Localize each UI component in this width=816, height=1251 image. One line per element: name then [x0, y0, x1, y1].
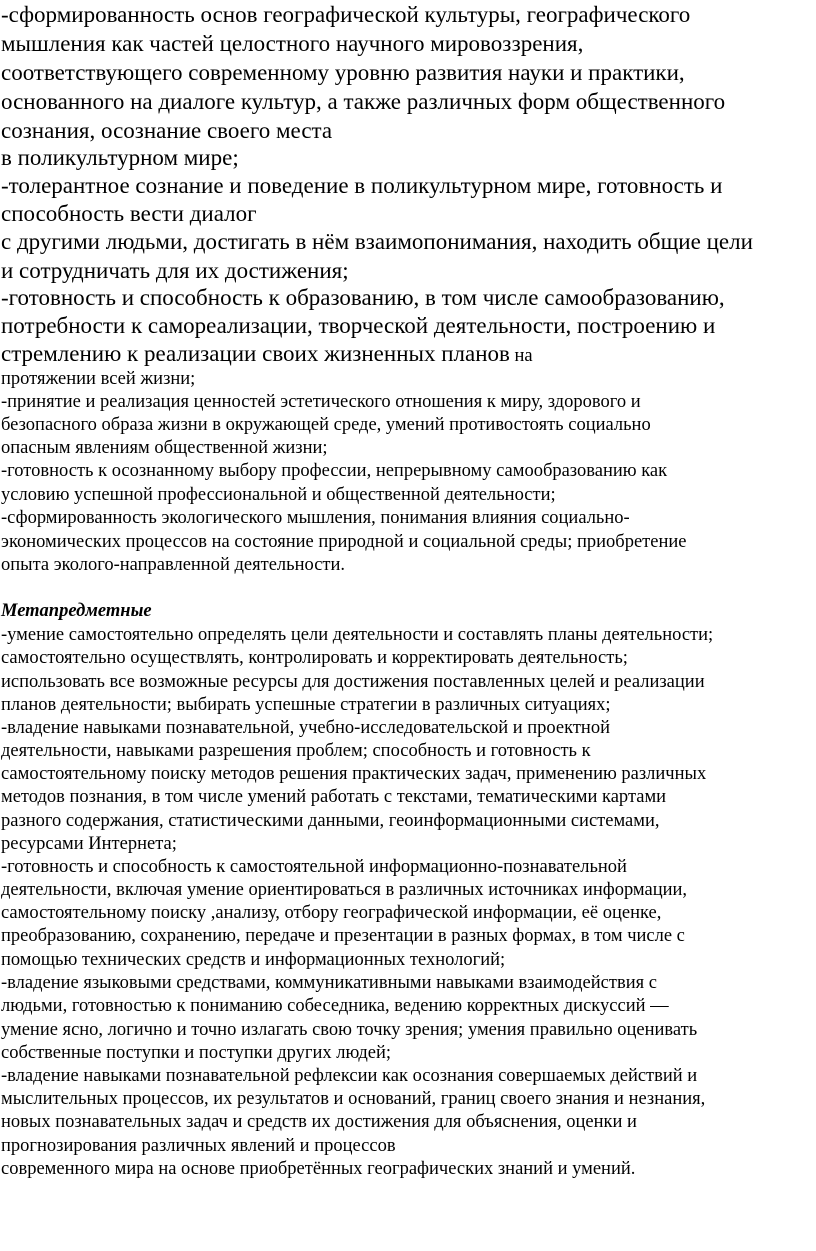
- text-line: -готовность и способность к самостоятельной информационно-познавательной: [1, 857, 627, 877]
- text-line: методов познания, в том числе умений работать с текстами, тематическими картами: [1, 787, 667, 807]
- text-line: мыслительных процессов, их результатов и оснований, границ своего знания и незнания,: [1, 1089, 706, 1109]
- text-line: -готовность и способность к образованию, в том числе самообразованию,: [1, 285, 725, 310]
- text-line: деятельности, навыками разрешения проблем; способность и готовность к: [1, 741, 591, 761]
- text-line: разного содержания, статистическими данными, геоинформационными системами,: [1, 811, 660, 831]
- text-line: ресурсами Интернета;: [1, 834, 177, 854]
- text-line: безопасного образа жизни в окружающей среде, умений противостоять социально: [1, 415, 651, 435]
- text-line: -принятие и реализация ценностей эстетического отношения к миру, здорового и: [1, 392, 641, 412]
- text-line: преобразованию, сохранению, передаче и презентации в разных формах, в том числе с: [1, 926, 685, 946]
- text-line: -владение языковыми средствами, коммуникативными навыками взаимодействия с: [1, 973, 657, 993]
- text-line: -сформированность основ географической культуры, географического: [1, 2, 691, 27]
- text-line: условию успешной профессиональной и общественной деятельности;: [1, 485, 556, 505]
- text-line: использовать все возможные ресурсы для достижения поставленных целей и реализации: [1, 672, 705, 692]
- text-line: -владение навыками познавательной, учебно-исследовательской и проектной: [1, 718, 610, 738]
- text-line: современного мира на основе приобретённых географических знаний и умений.: [1, 1159, 636, 1179]
- text-line: собственные поступки и поступки других людей;: [1, 1043, 392, 1063]
- text-line: самостоятельному поиску ,анализу, отбору географической информации, её оценке,: [1, 903, 662, 923]
- text-line: экономических процессов на состояние природной и социальной среды; приобретение: [1, 532, 687, 552]
- text-line: в поликультурном мире;: [1, 145, 239, 170]
- text-line-mixed: [1, 341, 533, 367]
- text-line: прогнозирования различных явлений и процессов: [1, 1136, 396, 1156]
- section-heading: Метапредметные: [1, 601, 152, 621]
- text-line: и сотрудничать для их достижения;: [1, 258, 349, 283]
- text-line: -владение навыками познавательной рефлексии как осознания совершаемых действий и: [1, 1066, 698, 1086]
- text-line: опасным явлениям общественной жизни;: [1, 438, 328, 458]
- text-line: самостоятельно осуществлять, контролировать и корректировать деятельность;: [1, 648, 628, 668]
- text-line: соответствующего современному уровню развития науки и практики,: [1, 60, 685, 85]
- text-line: мышления как частей целостного научного мировоззрения,: [1, 31, 584, 56]
- text-line: -сформированность экологического мышления, понимания влияния социально-: [1, 508, 630, 528]
- text-line: сознания, осознание своего места: [1, 118, 333, 143]
- text-line: самостоятельному поиску методов решения практических задач, применению различных: [1, 764, 707, 784]
- text-line: -толерантное сознание и поведение в поликультурном мире, готовность и: [1, 173, 723, 198]
- text-line: потребности к самореализации, творческой деятельности, построению и: [1, 313, 716, 338]
- text-line: планов деятельности; выбирать успешные стратегии в различных ситуациях;: [1, 695, 611, 715]
- text-line: -умение самостоятельно определять цели деятельности и составлять планы деятельности;: [1, 625, 714, 645]
- text-line: протяжении всей жизни;: [1, 369, 196, 389]
- text-line: -готовность к осознанному выбору профессии, непрерывному самообразованию как: [1, 461, 668, 481]
- text-line: помощью технических средств и информационных технологий;: [1, 950, 506, 970]
- text-line: умение ясно, логично и точно излагать свою точку зрения; умения правильно оценивать: [1, 1020, 698, 1040]
- text-line: деятельности, включая умение ориентироваться в различных источниках информации,: [1, 880, 688, 900]
- text-line: основанного на диалоге культур, а также различных форм общественного: [1, 89, 726, 114]
- text-line: опыта эколого-направленной деятельности.: [1, 555, 346, 575]
- text-line: с другими людьми, достигать в нём взаимопонимания, находить общие цели: [1, 229, 753, 254]
- text-line-mixed-large: стремлению к реализации своих жизненных планов: [1, 341, 510, 366]
- text-line-mixed-small: на: [509, 346, 533, 366]
- text-line: способность вести диалог: [1, 201, 257, 226]
- text-line: людьми, готовностью к пониманию собеседника, ведению корректных дискуссий —: [1, 996, 669, 1016]
- text-line: новых познавательных задач и средств их достижения для объяснения, оценки и: [1, 1112, 637, 1132]
